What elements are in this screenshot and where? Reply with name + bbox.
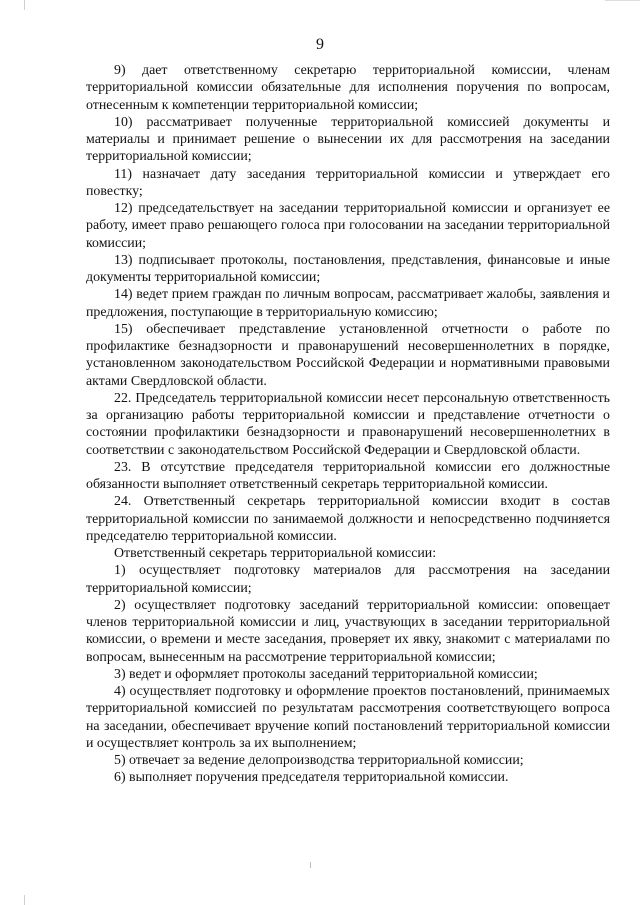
clause-paragraph: 24. Ответственный секретарь территориальной комиссии входит в состав территориальной комиссии по занимаемой должности и непосредственно подчиняется председателю территориальной комиссии. bbox=[86, 494, 610, 544]
section-lead-in: Ответственный секретарь территориальной комиссии: bbox=[114, 546, 437, 561]
scan-edge-mark bbox=[605, 0, 640, 1]
document-body bbox=[86, 62, 610, 787]
list-item: 2) осуществляет подготовку заседаний территориальной комиссии: оповещает членов территориальной комиссии и лиц, участвующих в заседании территориальной комиссии, о времени и месте заседания, проверяет их явку, знакомит с материалами по вопросам, вынесенным на рассмотрение территориальной комиссии; bbox=[86, 597, 610, 665]
clause-paragraph: 22. Председатель территориальной комиссии несет персональную ответственность за организацию работы территориальной комиссии и представление отчетности о состоянии профилактики безнадзорности и правонарушений несовершеннолетних в соответствии с законодательством Российской Федерации и Свердловской области. bbox=[86, 390, 610, 458]
page-number: 9 bbox=[316, 36, 324, 53]
list-item: 5) отвечает за ведение делопроизводства территориальной комиссии; bbox=[114, 753, 524, 768]
scan-edge-mark bbox=[24, 0, 25, 10]
list-item: 11) назначает дату заседания территориальной комиссии и утверждает его повестку; bbox=[86, 166, 610, 199]
list-item: 13) подписывает протоколы, постановления, представления, финансовые и иные документы территориальной комиссии; bbox=[86, 252, 610, 285]
list-item: 9) дает ответственному секретарю территориальной комиссии, членам территориальной комиссии обязательные для исполнения поручения по вопросам, отнесенным к компетенции территориальной комиссии; bbox=[86, 63, 610, 113]
list-item: 15) обеспечивает представление установленной отчетности о работе по профилактике безнадзорности и правонарушений несовершеннолетних в порядке, установленном законодательством Российской Федерации и нормативными правовыми актами Свердловской области. bbox=[86, 321, 610, 389]
list-item: 3) ведет и оформляет протоколы заседаний территориальной комиссии; bbox=[114, 666, 538, 682]
scan-speck bbox=[310, 862, 311, 868]
clause-paragraph: 23. В отсутствие председателя территориальной комиссии его должностные обязанности выполняет ответственный секретарь территориальной комиссии. bbox=[86, 459, 610, 492]
list-item: 6) выполняет поручения председателя территориальной комиссии. bbox=[114, 770, 509, 786]
list-item: 4) осуществляет подготовку и оформление проектов постановлений, принимаемых территориальной комиссией по результатам рассмотрения соответствующего вопроса на заседании, обеспечивает вручение копий постановлений территориальной комиссии и осуществляет контроль за их выполнением; bbox=[86, 684, 610, 751]
list-item: 1) осуществляет подготовку материалов для рассмотрения на заседании территориальной комиссии; bbox=[86, 563, 610, 596]
list-item: 14) ведет прием граждан по личным вопросам, рассматривает жалобы, заявления и предложения, поступающие в территориальную комиссию; bbox=[86, 287, 610, 320]
list-item: 10) рассматривает полученные территориальной комиссией документы и материалы и принимает решение о вынесении их для рассмотрения на заседании территориальной комиссии; bbox=[86, 114, 610, 165]
list-item: 12) председательствует на заседании территориальной комиссии и организует ее работу, имеет право решающего голоса при голосовании на заседании территориальной комиссии; bbox=[86, 201, 610, 251]
scan-edge-mark bbox=[24, 895, 25, 905]
